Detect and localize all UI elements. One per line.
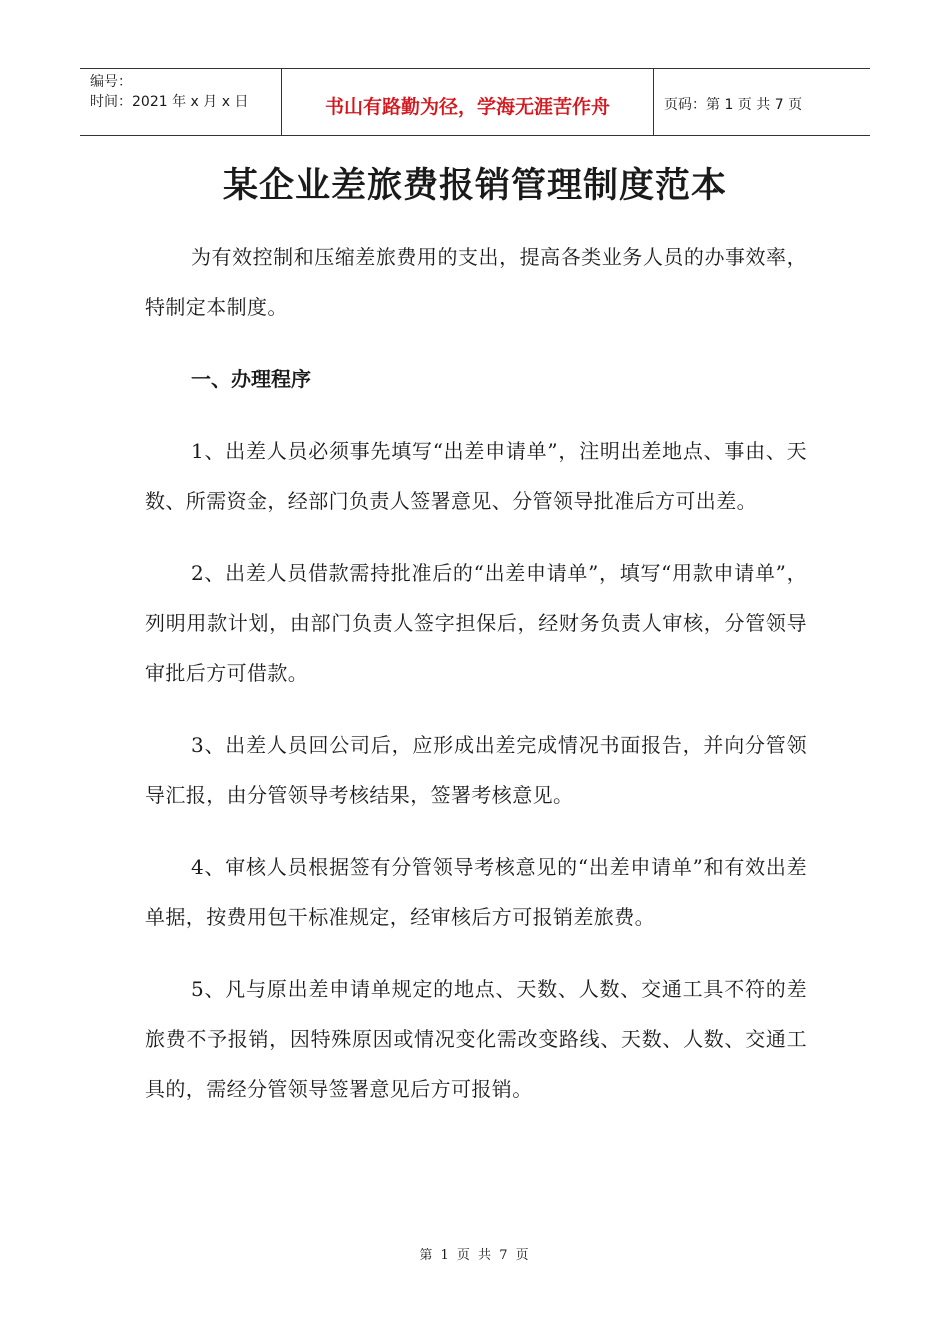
- section-heading: 一、办理程序: [191, 367, 311, 391]
- number-label: 编号：: [90, 74, 132, 90]
- procedure-item: 1、出差人员必须事先填写“出差申请单”，注明出差地点、事由、天数、所需资金，经部门负责人签署意见、分管领导批准后方可出差。: [145, 439, 807, 513]
- procedure-item: 3、出差人员回公司后，应形成出差完成情况书面报告，并向分管领导汇报，由分管领导考核结果，签署考核意见。: [145, 733, 807, 807]
- intro-paragraph: 为有效控制和压缩差旅费用的支出，提高各类业务人员的办事效率，特制定本制度。: [145, 245, 807, 319]
- page-footer: 第 1 页 共 7 页: [419, 1248, 531, 1263]
- document-body: [145, 232, 807, 1136]
- procedure-item: 2、出差人员借款需持批准后的“出差申请单”，填写“用款申请单”，列明用款计划，由部门负责人签字担保后，经财务负责人审核，分管领导审批后方可借款。: [145, 561, 807, 685]
- header-motto: 书山有路勤为径，学海无涯苦作舟: [281, 69, 654, 135]
- procedure-item: 4、审核人员根据签有分管领导考核意见的“出差申请单”和有效出差单据，按费用包干标准规定，经审核后方可报销差旅费。: [145, 855, 807, 929]
- document-title: 某企业差旅费报销管理制度范本: [222, 165, 727, 206]
- header-page-info: 页码：第 1 页 共 7 页: [664, 97, 803, 113]
- procedure-item: 5、凡与原出差申请单规定的地点、天数、人数、交通工具不符的差旅费不予报销，因特殊原因或情况变化需改变路线、天数、人数、交通工具的，需经分管领导签署意见后方可报销。: [145, 977, 807, 1101]
- time-label: 时间：2021 年 x 月 x 日: [90, 94, 249, 110]
- header-meta: [80, 69, 281, 135]
- document-header: [80, 68, 870, 136]
